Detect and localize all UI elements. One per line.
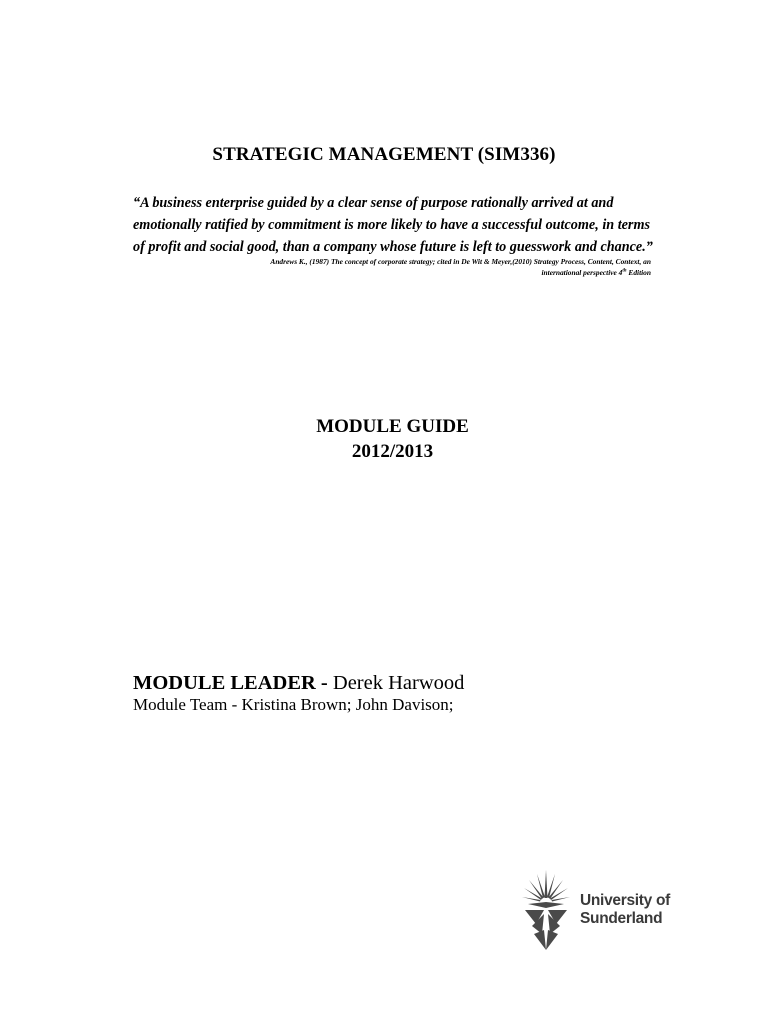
university-name: [580, 892, 670, 928]
module-leader-label: MODULE LEADER -: [133, 672, 333, 694]
citation-line-2: [133, 267, 651, 278]
guide-title: MODULE GUIDE: [316, 416, 469, 437]
citation-edition: Edition: [626, 268, 651, 277]
opening-quote: “A business enterprise guided by a clear sense of purpose rationally arrived at and emotionally ratified by commitment is more likely to have a successful outcome, in terms of profit and social good, than a company whose future is left to guesswork and chance.”: [133, 195, 653, 255]
course-title: STRATEGIC MANAGEMENT (SIM336): [212, 144, 556, 165]
university-name-line1: University of: [580, 892, 670, 909]
citation-line-1: Andrews K., (1987) The concept of corporate strategy; cited in De Wit & Meyer,(2010) Strategy Process, Content, Context, an: [270, 257, 651, 266]
university-logo: [522, 868, 692, 952]
sunderland-crest-icon: [522, 868, 570, 952]
module-leader: [133, 670, 464, 696]
quote-citation: [133, 256, 651, 278]
module-team: Module Team - Kristina Brown; John Davison;: [133, 695, 454, 714]
module-leader-name: Derek Harwood: [332, 672, 465, 694]
citation-superscript: th: [622, 268, 627, 274]
citation-text: international perspective 4: [541, 268, 623, 277]
academic-year: 2012/2013: [351, 441, 434, 462]
university-name-line2: Sunderland: [580, 910, 663, 927]
module-guide-heading: [0, 414, 768, 464]
